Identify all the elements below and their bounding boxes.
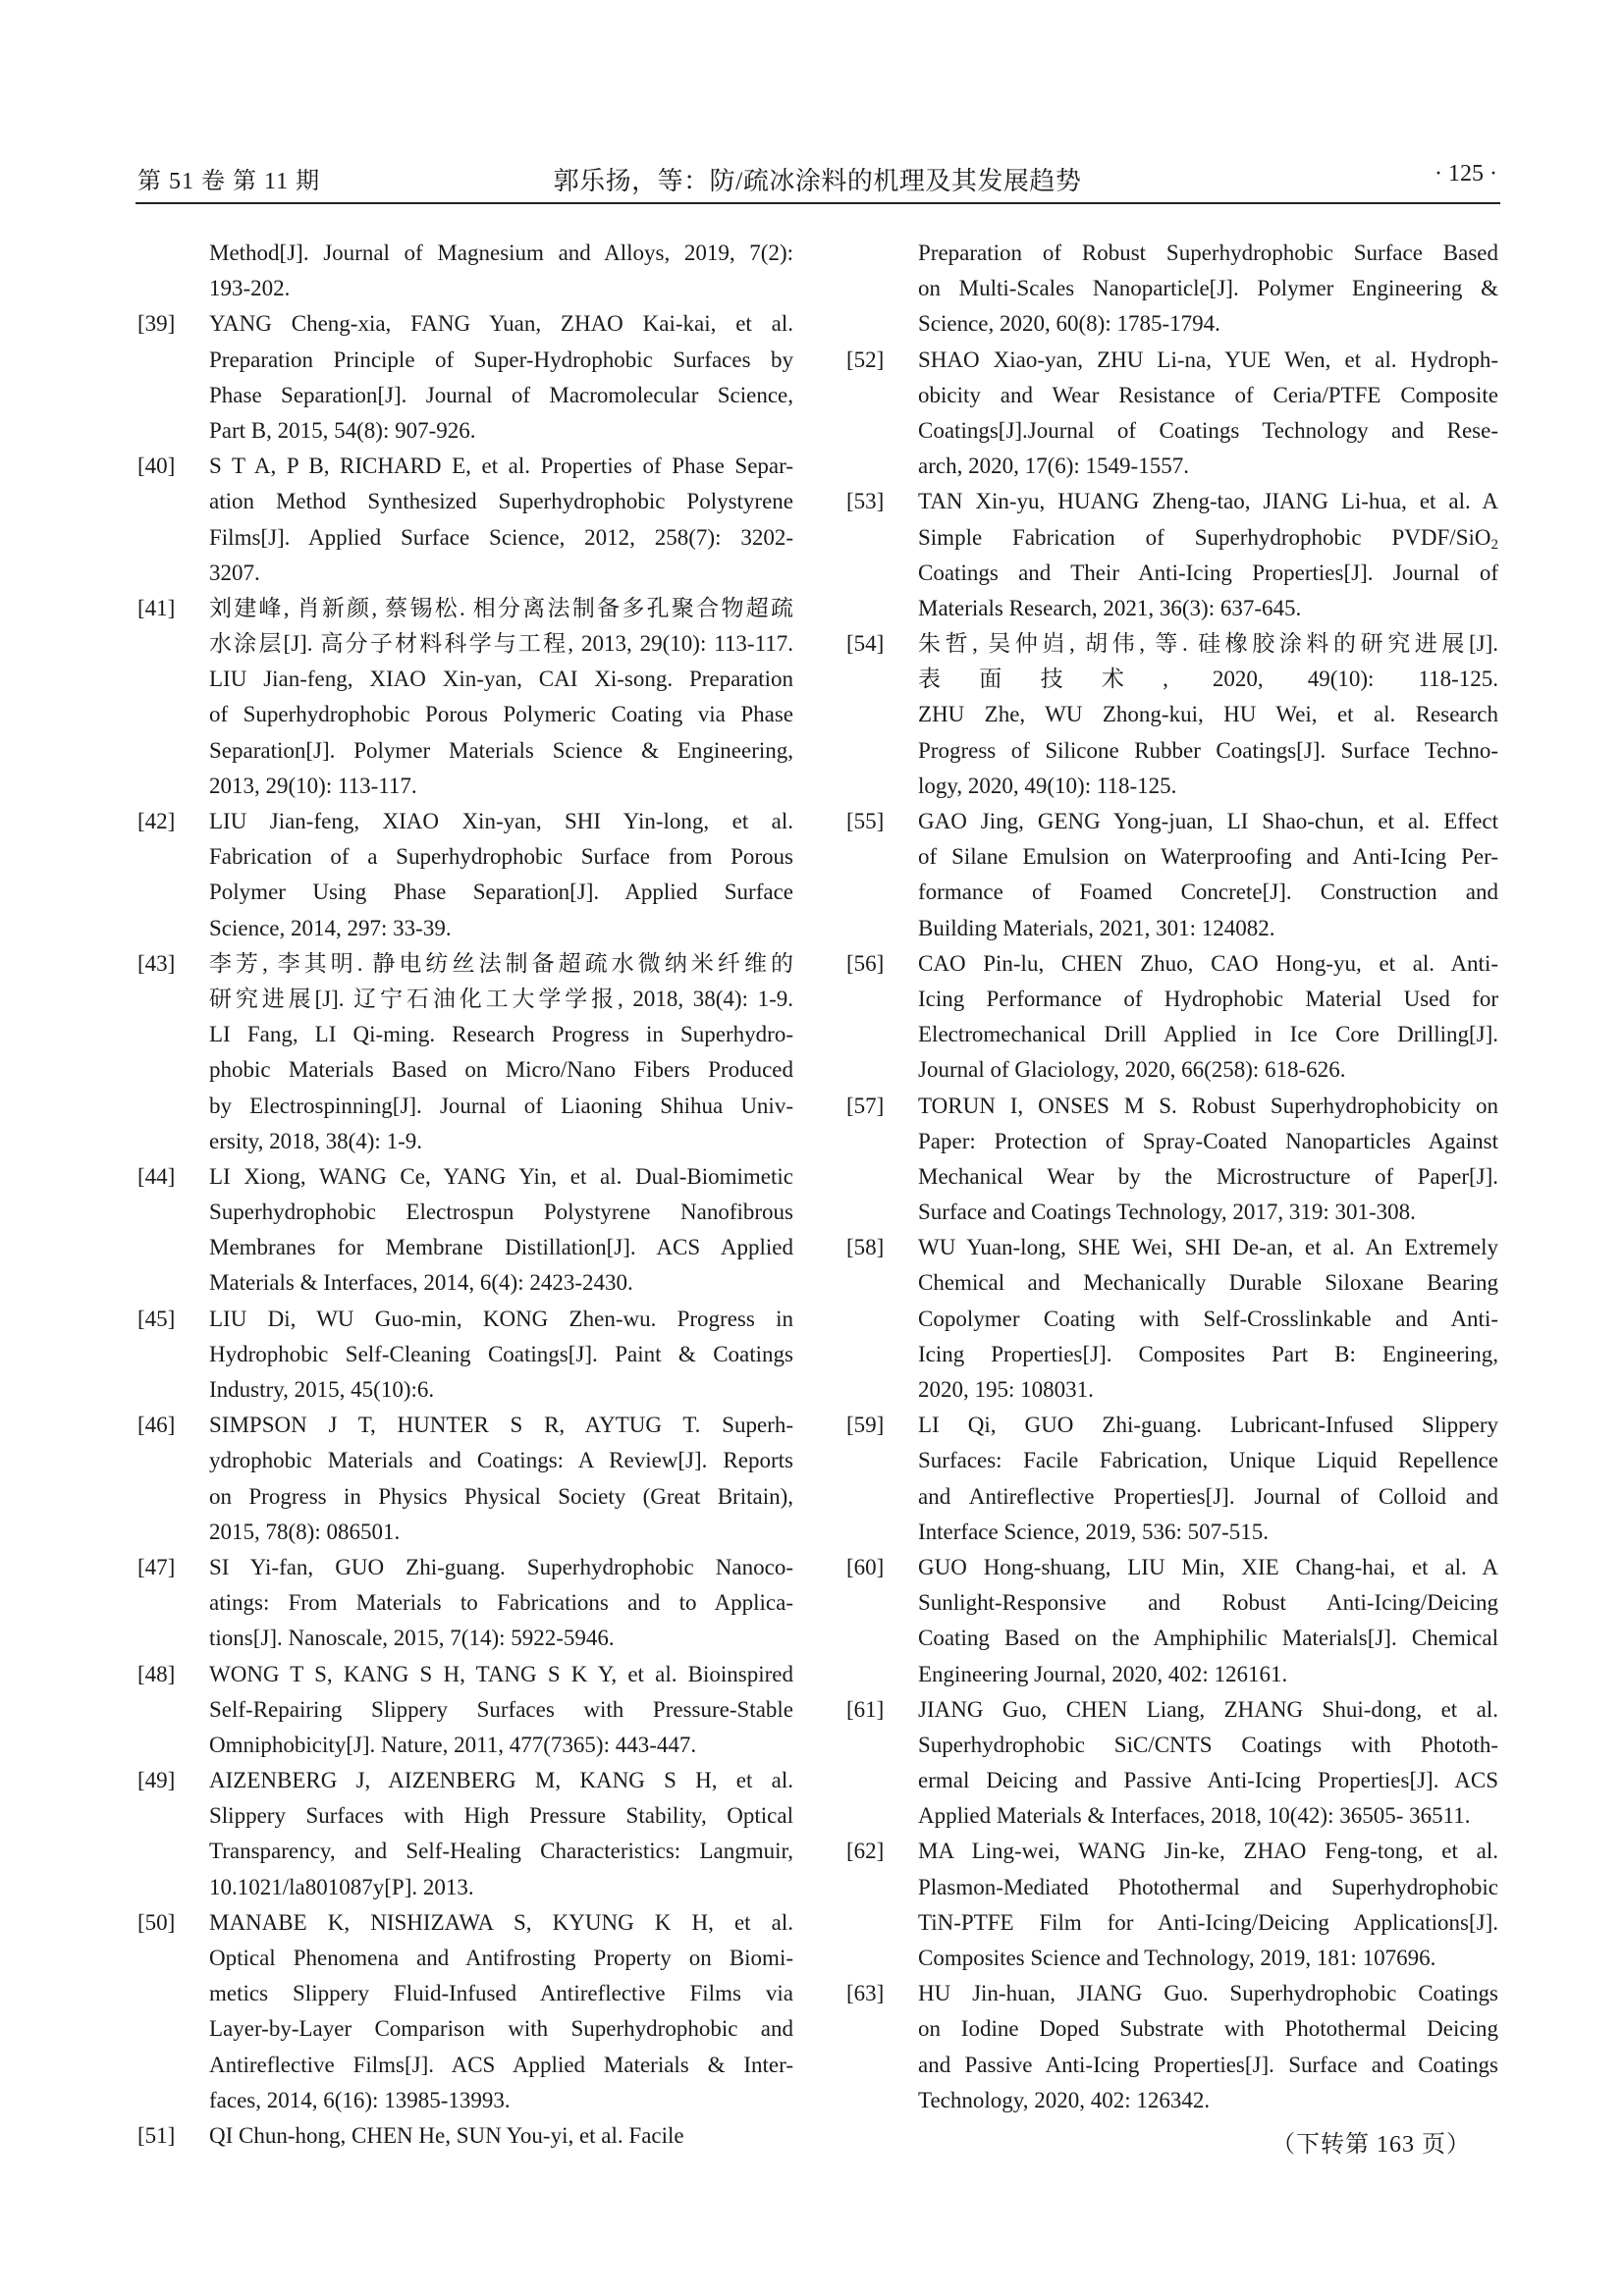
reference-line: on Multi-Scales Nanoparticle[J]. Polymer Engineering & [918,276,1498,301]
reference-line: CAO Pin-lu, CHEN Zhuo, CAO Hong-yu, et al. Anti- [918,950,1498,976]
reference-line: Building Materials, 2021, 301: 124082. [918,915,1275,940]
reference-line: of Silane Emulsion on Waterproofing and Anti-Icing Per- [918,844,1498,870]
reference-line: Industry, 2015, 45(10):6. [209,1377,435,1402]
reference-line: AIZENBERG J, AIZENBERG M, KANG S H, et al. [209,1768,793,1793]
reference-line: 193-202. [209,276,291,301]
reference-entry [137,1657,793,1764]
reference-line: Science, 2014, 297: 33-39. [209,915,452,940]
reference-line: 研究进展[J]. 辽宁石油化工大学学报, 2018, 38(4): 1-9. [209,986,793,1011]
reference-line: Interface Science, 2019, 536: 507-515. [918,1519,1270,1544]
reference-line: arch, 2020, 17(6): 1549-1557. [918,454,1189,479]
reference-number: [57] [846,1093,885,1118]
reference-entry [137,449,793,591]
reference-line: 刘建峰, 肖新颜, 蔡锡松. 相分离法制备多孔聚合物超疏 [209,595,793,620]
running-header [137,157,1497,200]
reference-number: [40] [137,454,176,479]
reference-entry [846,626,1498,804]
reference-line: Applied Materials & Interfaces, 2018, 10(42): 36505- 36511. [918,1803,1471,1829]
reference-number: [43] [137,950,176,976]
reference-line: Polymer Using Phase Separation[J]. Applied Surface [209,880,793,905]
reference-line: and Passive Anti-Icing Properties[J]. Surface and Coatings [918,2052,1498,2077]
reference-line: ydrophobic Materials and Coatings: A Review[J]. Reports [209,1448,793,1473]
reference-line: Materials Research, 2021, 36(3): 637-645. [918,595,1302,620]
reference-line: Superhydrophobic SiC/CNTS Coatings with Phototh- [918,1732,1498,1757]
reference-line: Separation[J]. Polymer Materials Science & Engineering, [209,737,793,763]
reference-line: formance of Foamed Concrete[J]. Construction and [918,880,1498,905]
reference-number: [47] [137,1554,176,1579]
reference-entry [846,1692,1498,1835]
reference-number: [49] [137,1768,176,1793]
reference-line: ersity, 2018, 38(4): 1-9. [209,1128,422,1153]
reference-number: [50] [137,1909,176,1935]
reference-number: [63] [846,1981,885,2006]
reference-entry [137,306,793,449]
reference-number: [42] [137,809,176,833]
reference-number: [53] [846,489,885,514]
reference-line: 2013, 29(10): 113-117. [209,773,417,798]
reference-line: 表面技术, 2020, 49(10): 118-125. [918,667,1498,692]
reference-number: [48] [137,1661,176,1686]
reference-line: Journal of Glaciology, 2020, 66(258): 618-626. [918,1057,1346,1083]
reference-entry [846,484,1498,626]
reference-line: atings: From Materials to Fabrications and to Applica- [209,1590,793,1616]
page-number: · 125 · [1435,161,1497,187]
reference-line: Composites Science and Technology, 2019, 181: 107696. [918,1946,1436,1970]
reference-number: [55] [846,809,885,833]
reference-line: WU Yuan-long, SHE Wei, SHI De-an, et al. An Extremely [918,1235,1498,1260]
reference-line: SI Yi-fan, GUO Zhi-guang. Superhydrophobic Nanoco- [209,1554,793,1579]
reference-line: HU Jin-huan, JIANG Guo. Superhydrophobic Coatings [918,1981,1498,2006]
reference-number: [54] [846,631,885,657]
reference-entry [846,1834,1498,1976]
reference-entry [846,1230,1498,1408]
reference-line: Part B, 2015, 54(8): 907-926. [209,417,476,443]
reference-entry [846,804,1498,946]
reference-line: Superhydrophobic Electrospun Polystyrene Nanofibrous [209,1200,793,1225]
reference-line: 10.1021/la801087y[P]. 2013. [209,1874,474,1899]
reference-line: Technology, 2020, 402: 126342. [918,2087,1211,2112]
references-left-column [137,236,793,2154]
reference-line: Coatings[J].Journal of Coatings Technology and Rese- [918,417,1498,443]
reference-line: LIU Jian-feng, XIAO Xin-yan, SHI Yin-long, et al. [209,809,793,833]
reference-line: LI Qi, GUO Zhi-guang. Lubricant-Infused Slippery [918,1413,1498,1438]
reference-line: Omniphobicity[J]. Nature, 2011, 477(7365): 443-447. [209,1732,697,1757]
reference-entry [137,1302,793,1409]
references-right-column [846,236,1498,2118]
reference-number: [41] [137,595,176,620]
reference-line: Fabrication of a Superhydrophobic Surface from Porous [209,844,793,870]
subscript: 2 [1490,536,1498,553]
reference-line: by Electrospinning[J]. Journal of Liaoning Shihua Univ- [209,1093,793,1118]
reference-line: ation Method Synthesized Superhydrophobic Polystyrene [209,489,793,514]
reference-line: TiN-PTFE Film for Anti-Icing/Deicing Applications[J]. [918,1909,1498,1935]
reference-number: [51] [137,2122,176,2148]
reference-line: GAO Jing, GENG Yong-juan, LI Shao-chun, et al. Effect [918,809,1498,833]
reference-line: TORUN I, ONSES M S. Robust Superhydrophobicity on [918,1093,1498,1118]
reference-entry [846,1976,1498,2118]
reference-line: Films[J]. Applied Surface Science, 2012, 258(7): 3202- [209,524,793,550]
reference-number: [44] [137,1163,176,1189]
reference-entry [137,1159,793,1302]
reference-line: Self-Repairing Slippery Surfaces with Pressure-Stable [209,1696,793,1722]
reference-line: faces, 2014, 6(16): 13985-13993. [209,2087,511,2112]
reference-line: Coatings and Their Anti-Icing Properties[J]. Journal of [918,560,1498,585]
reference-line: JIANG Guo, CHEN Liang, ZHANG Shui-dong, et al. [918,1696,1498,1722]
reference-number: [56] [846,950,885,976]
header-rule [135,202,1500,204]
reference-number: [45] [137,1306,176,1331]
reference-line: tions[J]. Nanoscale, 2015, 7(14): 5922-5946. [209,1626,615,1651]
reference-entry [846,236,1498,343]
reference-line: TAN Xin-yu, HUANG Zheng-tao, JIANG Li-hua, et al. A [918,489,1498,514]
reference-line: 水涂层[J]. 高分子材料科学与工程, 2013, 29(10): 113-117. [209,631,793,657]
reference-line: 3207. [209,560,260,585]
reference-line: ermal Deicing and Passive Anti-Icing Properties[J]. ACS [918,1768,1498,1793]
reference-line: GUO Hong-shuang, LIU Min, XIE Chang-hai, et al. A [918,1554,1498,1579]
reference-line: Optical Phenomena and Antifrosting Property on Biomi- [209,1946,793,1970]
reference-line: MANABE K, NISHIZAWA S, KYUNG K H, et al. [209,1909,793,1935]
reference-line: Engineering Journal, 2020, 402: 126161. [918,1661,1288,1686]
reference-number: [59] [846,1413,885,1438]
reference-number: [58] [846,1235,885,1260]
reference-line: ZHU Zhe, WU Zhong-kui, HU Wei, et al. Research [918,702,1498,727]
reference-line: Preparation of Robust Superhydrophobic Surface Based [918,240,1498,265]
reference-line: Paper: Protection of Spray-Coated Nanoparticles Against [918,1128,1498,1153]
reference-line: Surface and Coatings Technology, 2017, 319: 301-308. [918,1200,1416,1225]
reference-line: and Antireflective Properties[J]. Journal of Colloid and [918,1483,1498,1509]
reference-line: of Superhydrophobic Porous Polymeric Coating via Phase [209,702,793,727]
reference-line: Layer-by-Layer Comparison with Superhydrophobic and [209,2016,793,2042]
reference-line: Membranes for Membrane Distillation[J]. ACS Applied [209,1235,793,1260]
reference-entry [137,236,793,306]
reference-line: LIU Jian-feng, XIAO Xin-yan, CAI Xi-song. Preparation [209,667,793,692]
reference-line: 李芳, 李其明. 静电纺丝法制备超疏水微纳米纤维的 [209,950,793,976]
reference-line: SHAO Xiao-yan, ZHU Li-na, YUE Wen, et al. Hydroph- [918,347,1498,372]
reference-line: WONG T S, KANG S H, TANG S K Y, et al. Bioinspired [209,1661,793,1686]
reference-entry [846,1550,1498,1692]
reference-entry [137,2118,793,2154]
reference-line: LI Xiong, WANG Ce, YANG Yin, et al. Dual-Biomimetic [209,1163,793,1189]
reference-line: LI Fang, LI Qi-ming. Research Progress in Superhydro- [209,1022,793,1047]
reference-line: Chemical and Mechanically Durable Siloxane Bearing [918,1270,1498,1296]
reference-line: metics Slippery Fluid-Infused Antireflective Films via [209,1981,793,2006]
reference-line: Icing Performance of Hydrophobic Material Used for [918,986,1498,1011]
reference-number: [61] [846,1696,885,1722]
reference-line: phobic Materials Based on Micro/Nano Fibers Produced [209,1057,793,1083]
reference-line: Coating Based on the Amphiphilic Materials[J]. Chemical [918,1626,1498,1651]
reference-number: [60] [846,1554,885,1579]
reference-line: on Iodine Doped Substrate with Photothermal Deicing [918,2016,1498,2042]
reference-line: Surfaces: Facile Fabrication, Unique Liquid Repellence [918,1448,1498,1473]
reference-line: Science, 2020, 60(8): 1785-1794. [918,311,1220,337]
reference-number: [52] [846,347,885,372]
reference-line: Slippery Surfaces with High Pressure Stability, Optical [209,1803,793,1829]
reference-line: Antireflective Films[J]. ACS Applied Materials & Inter- [209,2052,793,2077]
reference-line: SIMPSON J T, HUNTER S R, AYTUG T. Superh- [209,1413,793,1438]
reference-line: Mechanical Wear by the Microstructure of Paper[J]. [918,1163,1498,1189]
reference-line: Phase Separation[J]. Journal of Macromolecular Science, [209,382,793,407]
reference-line: Materials & Interfaces, 2014, 6(4): 2423-2430. [209,1270,633,1296]
reference-entry [137,946,793,1159]
reference-entry [846,343,1498,485]
reference-line: obicity and Wear Resistance of Ceria/PTFE Composite [918,382,1498,407]
reference-line: QI Chun-hong, CHEN He, SUN You-yi, et al. Facile [209,2122,684,2148]
reference-line: logy, 2020, 49(10): 118-125. [918,773,1177,798]
reference-line: Plasmon-Mediated Photothermal and Superhydrophobic [918,1874,1498,1899]
continued-note: （下转第 163 页） [1272,2132,1471,2158]
reference-number: [62] [846,1839,885,1864]
reference-line: LIU Di, WU Guo-min, KONG Zhen-wu. Progress in [209,1306,793,1331]
journal-volume-issue: 第 51 卷 第 11 期 [137,169,321,194]
reference-entry [137,1408,793,1550]
reference-entry [137,804,793,946]
reference-line: Method[J]. Journal of Magnesium and Alloys, 2019, 7(2): [209,240,793,265]
reference-entry [846,946,1498,1089]
reference-line: Sunlight-Responsive and Robust Anti-Icing/Deicing [918,1590,1498,1616]
reference-entry [137,1550,793,1657]
reference-number: [46] [137,1413,176,1438]
reference-line: MA Ling-wei, WANG Jin-ke, ZHAO Feng-tong, et al. [918,1839,1498,1864]
reference-line: Copolymer Coating with Self-Crosslinkable and Anti- [918,1306,1498,1331]
reference-entry [137,591,793,804]
reference-line: Icing Properties[J]. Composites Part B: Engineering, [918,1341,1498,1366]
reference-line: on Progress in Physics Physical Society (Great Britain), [209,1483,793,1509]
reference-line: Preparation Principle of Super-Hydrophobic Surfaces by [209,347,793,372]
article-running-title: 郭乐扬，等：防/疏冰涂料的机理及其发展趋势 [553,167,1082,195]
reference-line: Simple Fabrication of Superhydrophobic PVDF/SiO$_2$ [918,524,1498,553]
reference-line: Transparency, and Self-Healing Characteristics: Langmuir, [209,1839,793,1864]
reference-line: 朱哲, 吴仲岿, 胡伟, 等. 硅橡胶涂料的研究进展[J]. [918,631,1498,657]
reference-entry [137,1763,793,1905]
reference-entry [137,1905,793,2118]
reference-line: 2020, 195: 108031. [918,1377,1094,1402]
reference-line: S T A, P B, RICHARD E, et al. Properties of Phase Separ- [209,454,793,479]
reference-line: Electromechanical Drill Applied in Ice Core Drilling[J]. [918,1022,1498,1047]
reference-entry [846,1408,1498,1550]
reference-line: Progress of Silicone Rubber Coatings[J]. Surface Techno- [918,737,1498,763]
reference-line: 2015, 78(8): 086501. [209,1519,401,1544]
reference-entry [846,1089,1498,1231]
reference-line: YANG Cheng-xia, FANG Yuan, ZHAO Kai-kai, et al. [209,311,793,337]
reference-line: Hydrophobic Self-Cleaning Coatings[J]. Paint & Coatings [209,1341,793,1366]
reference-number: [39] [137,311,176,337]
